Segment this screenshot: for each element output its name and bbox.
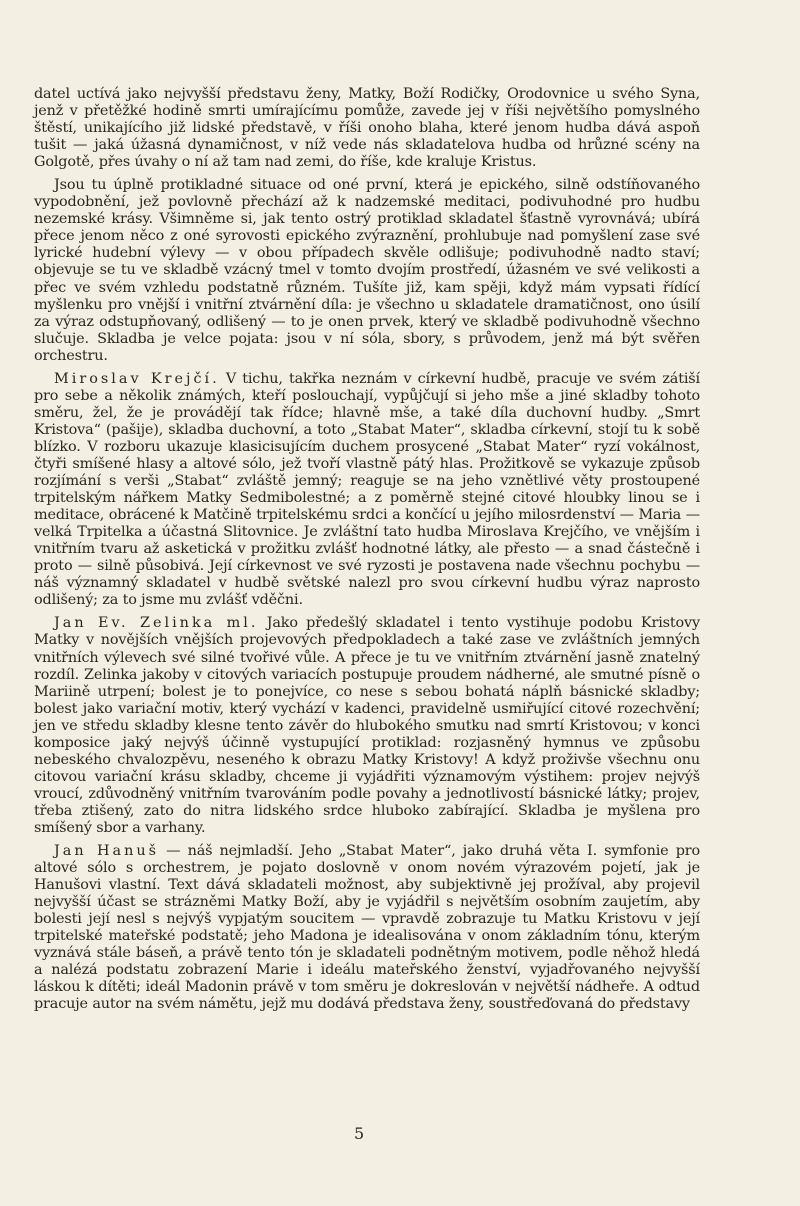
paragraph-4-text: Jako předešlý skladatel i tento vystihuje podobu Kristovy Matky v novějších vnějších projevových předpokladech a také zase ve zvláštních jemných vnitřních výlevech své silné tvořivé vůle. A přece je tu ve vnitřním ztvárnění jasně znatelný rozdíl. Zelinka jakoby v citových variacích postupuje proudem nádherné, ale smutné písně o Mariině utrpení; bolest je to ponejvíce, co nese s sebou bohatá náplň básnické skladby; bolest jako variační motiv, který vychází v kadenci, pravidelně usmiřující citové rozechvění; jen ve středu skladby klesne tento závěr do hlubokého smutku nad smrtí Kristovou; v konci komposice jaký nejvýš účinně vystupující protiklad: rozjasněný hymnus ve způsobu nebeského chvalozpěvu, neseného k obrazu Matky Kristovy! A když proživše všechnu onu citovou variační krásu skladby, chceme ji vyjádřiti významovým výstihem: projev nejvýš vroucí, zdůvodněný vnitřním tvarováním podle povahy a jednotlivostí básnické látky; projev, třeba ztišený, zato do nitra lidského srdce hluboko zabírající. Skladba je myšlena pro smíšený sbor a varhany.: [34, 615, 701, 836]
text-column: [34, 86, 700, 1013]
paragraph-3-text: V tichu, takřka neznám v církevní hudbě, pracuje ve svém zátiší pro sebe a několik známých, kteří poslouchají, vypůjčují si jeho mše a jiné skladby tohoto směru, žel, že je provádějí tak řídce; hlavně mše, a také díla duchovní hudby. „Smrt Kristova“ (pašije), skladba duchovní, a toto „Stabat Mater“, skladba církevní, stojí tu k sobě blízko. V rozboru ukazuje klasicisujícím duchem prosycené „Stabat Mater“ ryzí vokálnost, čtyři smíšené hlasy a altové sólo, jež tvoří vlastně pátý hlas. Prožitkově se vykazuje způsob rozjímání s verši „Stabat“ zvláště jemný; reaguje se na jeho vznětlivé věty prostoupené trpitelským nářkem Matky Sedmibolestné; a z poměrně stejné citové hloubky linou se i meditace, obrácené k Matčině trpitelskému srdci a končící u jejího milosrdenství — Maria — velká Trpitelka a účastná Slitovnice. Je zvláštní tato hudba Miroslava Krejčího, ve vnějším i vnitřním tvaru až asketická v prožitku zvlášť hodnotné látky, ale přesto — a snad částečně i proto — silně působivá. Její církevnost ve své ryzosti je postavena nade všechnu pochybu — náš významný skladatel v hudbě světské nalezl pro svou církevní hudbu výraz naprosto odlišený; za to jsme mu zvlášť vděčni.: [34, 370, 700, 609]
paragraph-1: [34, 86, 700, 171]
paragraph-jan-ev-zelinka: [34, 615, 700, 837]
paragraph-1-text: datel uctívá jako nejvyšší představu ženy, Matky, Boží Rodičky, Orodovnice u svého Syna, jenž v přetěžké hodině smrti umírajícímu pomůže, zavede jej v říši největšího pomyslného štěstí, unikajícího již lidské představě, v říši onoho blaha, které jenom hudba dává aspoň tušit — jaká úžasná dynamičnost, v níž vede nás skladatelova hudba od hrůzné scény na Golgotě, přes úvahy o ní až tam nad zemi, do říše, kde kraluje Kristus.: [34, 86, 700, 171]
paragraph-5-text: — náš nejmladší. Jeho „Stabat Mater“, jako druhá věta I. symfonie pro altové sólo s orchestrem, je pojato doslovně v onom novém výrazovém pojetí, jak je Hanušovi vlastní. Text dává skladateli možnost, aby subjektivně jej prožíval, aby projevil nejvyšší účast se strázněmi Matky Boží, aby je vyjádřil s největším osobním zaujetím, aby bolesti její nesl s nejvýš vypjatým soucitem — vpravdě zobrazuje tu Matku Kristovu v její trpitelské mateřské podstatě; jeho Madona je idealisována v onom základním tónu, kterým vyznává stále báseň, a právě tento tón je skladateli podnětným motivem, podle něhož hledá a nalézá podstatu zobrazení Marie i ideálu mateřského ženství, vyjadřovaného nejvyšší láskou k dítěti; ideál Madonin právě v tom směru je dokreslován v největší nádheře. A odtud pracuje autor na svém námětu, jejž mu dodává představa ženy, soustřeďovaná do představy: [34, 843, 700, 1013]
paragraph-miroslav-krejci: [34, 371, 700, 610]
paragraph-2: [34, 177, 700, 365]
page-number: 5: [354, 1124, 365, 1143]
composer-name-krejci: Miroslav Krejčí.: [54, 370, 220, 387]
composer-name-zelinka: Jan Ev. Zelinka ml.: [54, 615, 259, 632]
paragraph-2-text: Jsou tu úplně protikladné situace od oné první, která je epického, silně odstíňovaného vypodobnění, jež povlovně přechází až k nadzemské meditaci, podivuhodné pro hudbu nezemské krásy. Všimněme si, jak tento ostrý protiklad skladatel šťastně vyrovnává; ubírá přece jenom něco z oné syrovosti epického zvýraznění, prohlubuje nad pomyšlení zase své lyrické hudební výlevy — v obou případech skvěle odlišuje; podivuhodně nadto staví; objevuje se tu ve skladbě vzácný tmel v tomto dvojím prostředí, úžasném ve své velikosti a přec ve svém vzhledu podstatně různém. Tušíte již, kam spěji, když mám vypsati řídící myšlenku pro vnější i vnitřní ztvárnění díla: je všechno u skladatele dramatičnost, ono úsilí za výraz odstupňovaný, odlišený — to je onen prvek, který ve skladbě podivuhodně všechno slučuje. Skladba je velce pojata: jsou v ní sóla, sbory, s průvodem, jenž má být svěřen orchestru.: [34, 177, 700, 364]
composer-name-hanus: Jan Hanuš: [54, 843, 159, 860]
paragraph-jan-hanus: [34, 843, 700, 1013]
